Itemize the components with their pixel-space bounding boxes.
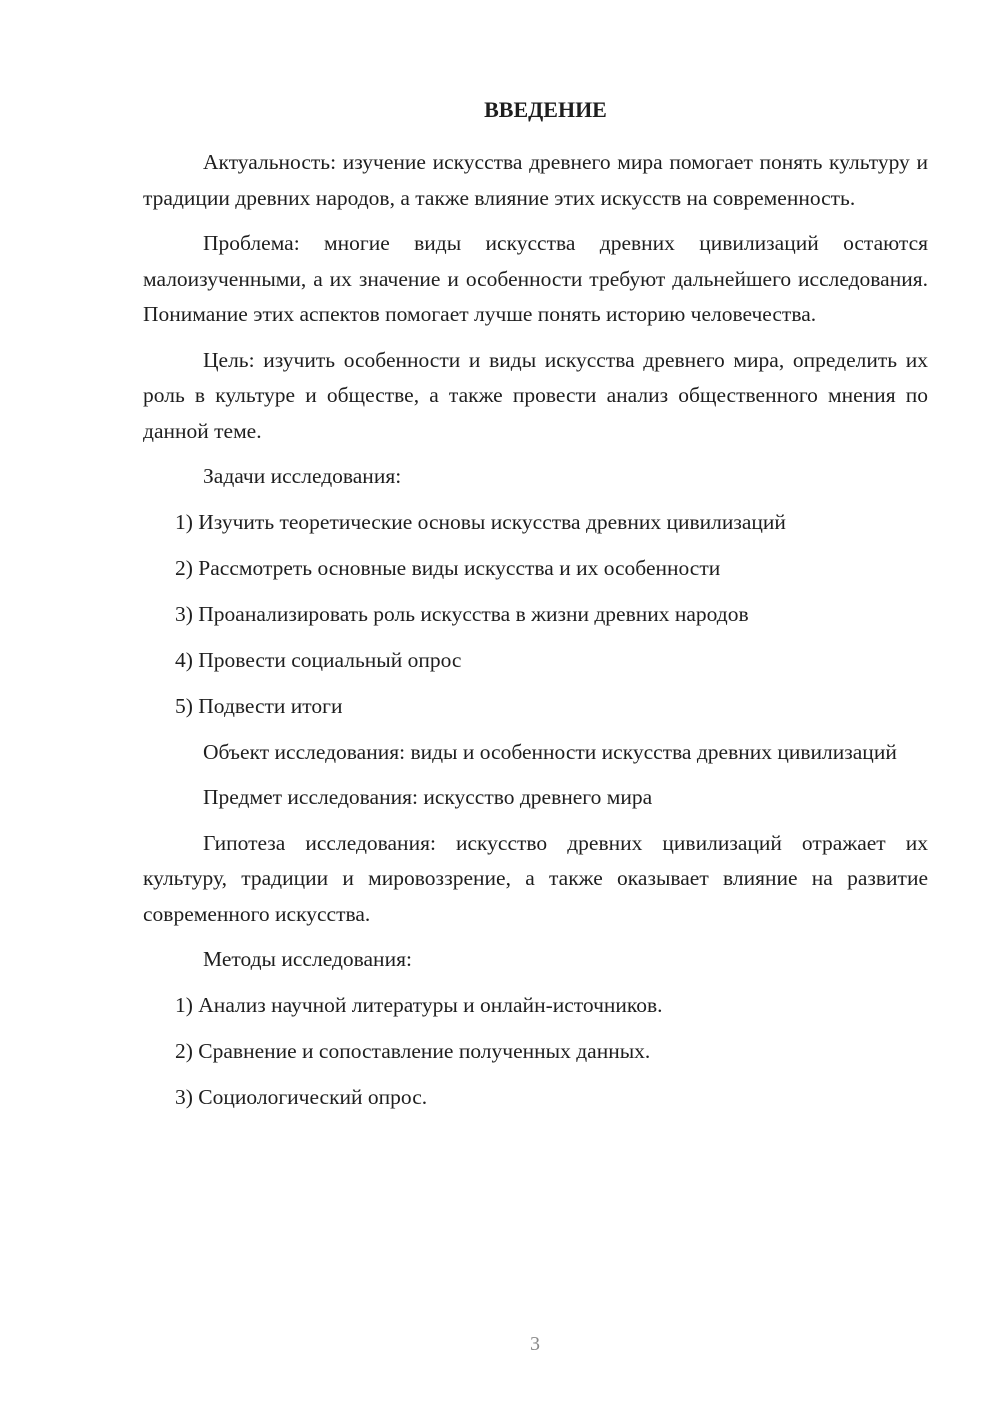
relevance-paragraph: Актуальность: изучение искусства древнего мира помогает понять культуру и традиции древних народов, а также влияние этих искусств на современность. bbox=[143, 150, 928, 210]
document-page bbox=[143, 95, 928, 1126]
goal-paragraph: Цель: изучить особенности и виды искусства древнего мира, определить их роль в культуре и обществе, а также провести анализ общественного мнения по данной теме. bbox=[143, 347, 928, 443]
page-title: ВВЕДЕНИЕ bbox=[484, 97, 607, 122]
methods-list bbox=[143, 988, 928, 1116]
list-item: 1) Анализ научной литературы и онлайн-источников. bbox=[175, 992, 663, 1017]
list-item: 2) Сравнение и сопоставление полученных данных. bbox=[175, 1038, 651, 1063]
list-item: 3) Социологический опрос. bbox=[175, 1084, 428, 1109]
list-item: 1) Изучить теоретические основы искусства древних цивилизаций bbox=[175, 509, 786, 534]
list-item: 3) Проанализировать роль искусства в жизни древних народов bbox=[175, 601, 749, 626]
subject-paragraph: Предмет исследования: искусство древнего мира bbox=[203, 785, 653, 809]
list-item: 5) Подвести итоги bbox=[175, 693, 343, 718]
tasks-heading: Задачи исследования: bbox=[203, 464, 402, 488]
list-item: 4) Провести социальный опрос bbox=[175, 647, 462, 672]
hypothesis-paragraph: Гипотеза исследования: искусство древних цивилизаций отражает их культуру, традиции и мировоззрение, а также оказывает влияние на развитие современного искусства. bbox=[143, 830, 928, 926]
methods-heading: Методы исследования: bbox=[203, 947, 412, 971]
list-item: 2) Рассмотреть основные виды искусства и их особенности bbox=[175, 555, 721, 580]
problem-paragraph: Проблема: многие виды искусства древних цивилизаций остаются малоизученными, а их значение и особенности требуют дальнейшего исследования. Понимание этих аспектов помогает лучше понять историю человечества. bbox=[143, 231, 928, 326]
page-number: 3 bbox=[530, 1333, 540, 1355]
object-paragraph: Объект исследования: виды и особенности искусства древних цивилизаций bbox=[203, 739, 897, 764]
tasks-list bbox=[143, 505, 928, 725]
